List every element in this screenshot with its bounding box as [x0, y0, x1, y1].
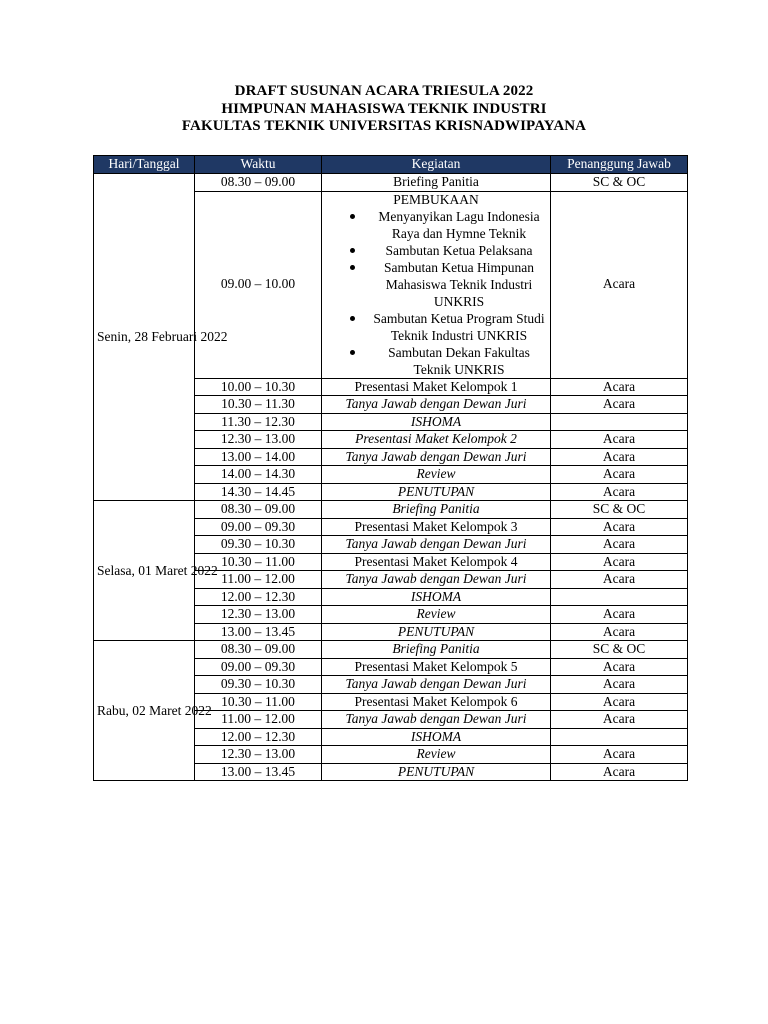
activity-cell: Briefing Panitia — [322, 174, 551, 192]
activity-cell: Presentasi Maket Kelompok 6 — [322, 693, 551, 711]
time-cell: 12.00 – 12.30 — [195, 728, 322, 746]
pic-cell: Acara — [551, 693, 688, 711]
activity-cell: Review — [322, 466, 551, 484]
time-cell: 10.30 – 11.00 — [195, 693, 322, 711]
activity-cell: ISHOMA — [322, 413, 551, 431]
pic-cell: Acara — [551, 431, 688, 449]
table-row — [94, 174, 688, 192]
pic-cell: Acara — [551, 606, 688, 624]
time-cell: 12.30 – 13.00 — [195, 746, 322, 764]
table-header-row — [94, 156, 688, 174]
time-cell: 11.00 – 12.00 — [195, 711, 322, 729]
activity-cell: Tanya Jawab dengan Dewan Juri — [322, 396, 551, 414]
pic-cell: Acara — [551, 378, 688, 396]
pic-cell: Acara — [551, 676, 688, 694]
activity-cell: Tanya Jawab dengan Dewan Juri — [322, 448, 551, 466]
time-cell: 13.00 – 14.00 — [195, 448, 322, 466]
pic-cell — [551, 413, 688, 431]
time-cell: 08.30 – 09.00 — [195, 641, 322, 659]
time-cell: 10.00 – 10.30 — [195, 378, 322, 396]
pic-cell: Acara — [551, 396, 688, 414]
activity-cell: Tanya Jawab dengan Dewan Juri — [322, 676, 551, 694]
activity-cell: Review — [322, 606, 551, 624]
opening-heading: PEMBUKAAN — [393, 191, 479, 207]
pic-cell: Acara — [551, 466, 688, 484]
activity-cell: Presentasi Maket Kelompok 3 — [322, 518, 551, 536]
time-cell: 09.00 – 09.30 — [195, 658, 322, 676]
pic-cell: SC & OC — [551, 174, 688, 192]
activity-cell: PENUTUPAN — [322, 763, 551, 781]
header-activity: Kegiatan — [322, 156, 551, 174]
opening-list-item: Sambutan Ketua Himpunan Mahasiswa Teknik Industri UNKRIS — [371, 259, 547, 310]
opening-list-item: Sambutan Ketua Pelaksana — [371, 242, 547, 259]
time-cell: 09.00 – 10.00 — [195, 191, 322, 378]
time-cell: 08.30 – 09.00 — [195, 501, 322, 519]
opening-list-item: Menyanyikan Lagu Indonesia Raya dan Hymne Teknik — [371, 208, 547, 242]
time-cell: 11.30 – 12.30 — [195, 413, 322, 431]
day-cell: Senin, 28 Februari 2022 — [94, 174, 195, 501]
activity-cell: Review — [322, 746, 551, 764]
time-cell: 14.30 – 14.45 — [195, 483, 322, 501]
pic-cell: Acara — [551, 483, 688, 501]
pic-cell: Acara — [551, 536, 688, 554]
time-cell: 08.30 – 09.00 — [195, 174, 322, 192]
pic-cell: Acara — [551, 711, 688, 729]
activity-cell: Tanya Jawab dengan Dewan Juri — [322, 536, 551, 554]
pic-cell: Acara — [551, 448, 688, 466]
time-cell: 13.00 – 13.45 — [195, 623, 322, 641]
time-cell: 12.30 – 13.00 — [195, 606, 322, 624]
time-cell: 09.00 – 09.30 — [195, 518, 322, 536]
header-day: Hari/Tanggal — [94, 156, 195, 174]
activity-cell: Tanya Jawab dengan Dewan Juri — [322, 571, 551, 589]
time-cell: 10.30 – 11.30 — [195, 396, 322, 414]
pic-cell: Acara — [551, 571, 688, 589]
pic-cell — [551, 588, 688, 606]
header-time: Waktu — [195, 156, 322, 174]
time-cell: 12.30 – 13.00 — [195, 431, 322, 449]
pic-cell: Acara — [551, 746, 688, 764]
time-cell: 09.30 – 10.30 — [195, 536, 322, 554]
opening-list-item: Sambutan Dekan Fakultas Teknik UNKRIS — [371, 344, 547, 378]
pic-cell: Acara — [551, 553, 688, 571]
activity-cell: ISHOMA — [322, 588, 551, 606]
pic-cell: SC & OC — [551, 641, 688, 659]
title-line-3: FAKULTAS TEKNIK UNIVERSITAS KRISNADWIPAYANA — [181, 118, 587, 134]
time-cell: 11.00 – 12.00 — [195, 571, 322, 589]
activity-cell-opening — [322, 191, 551, 378]
table-row — [94, 641, 688, 659]
day-cell: Rabu, 02 Maret 2022 — [94, 641, 195, 781]
header-pic: Penanggung Jawab — [551, 156, 688, 174]
activity-cell: Presentasi Maket Kelompok 1 — [322, 378, 551, 396]
document-title — [0, 83, 768, 136]
activity-cell: Tanya Jawab dengan Dewan Juri — [322, 711, 551, 729]
activity-cell: PENUTUPAN — [322, 623, 551, 641]
activity-cell: Briefing Panitia — [322, 641, 551, 659]
pic-cell: Acara — [551, 763, 688, 781]
schedule-body — [94, 174, 688, 781]
pic-cell: SC & OC — [551, 501, 688, 519]
activity-cell: PENUTUPAN — [322, 483, 551, 501]
time-cell: 10.30 – 11.00 — [195, 553, 322, 571]
pic-cell: Acara — [551, 658, 688, 676]
activity-cell: Presentasi Maket Kelompok 4 — [322, 553, 551, 571]
opening-list — [325, 208, 547, 378]
activity-cell: Presentasi Maket Kelompok 5 — [322, 658, 551, 676]
opening-list-item: Sambutan Ketua Program Studi Teknik Industri UNKRIS — [371, 310, 547, 344]
table-row — [94, 501, 688, 519]
schedule-table — [93, 155, 688, 781]
activity-cell: ISHOMA — [322, 728, 551, 746]
time-cell: 13.00 – 13.45 — [195, 763, 322, 781]
time-cell: 14.00 – 14.30 — [195, 466, 322, 484]
activity-cell: Presentasi Maket Kelompok 2 — [322, 431, 551, 449]
pic-cell: Acara — [551, 623, 688, 641]
pic-cell: Acara — [551, 518, 688, 536]
day-cell: Selasa, 01 Maret 2022 — [94, 501, 195, 641]
title-line-1: DRAFT SUSUNAN ACARA TRIESULA 2022 — [234, 83, 534, 99]
title-line-2: HIMPUNAN MAHASISWA TEKNIK INDUSTRI — [221, 100, 547, 117]
pic-cell — [551, 728, 688, 746]
time-cell: 09.30 – 10.30 — [195, 676, 322, 694]
time-cell: 12.00 – 12.30 — [195, 588, 322, 606]
activity-cell: Briefing Panitia — [322, 501, 551, 519]
pic-cell: Acara — [551, 191, 688, 378]
